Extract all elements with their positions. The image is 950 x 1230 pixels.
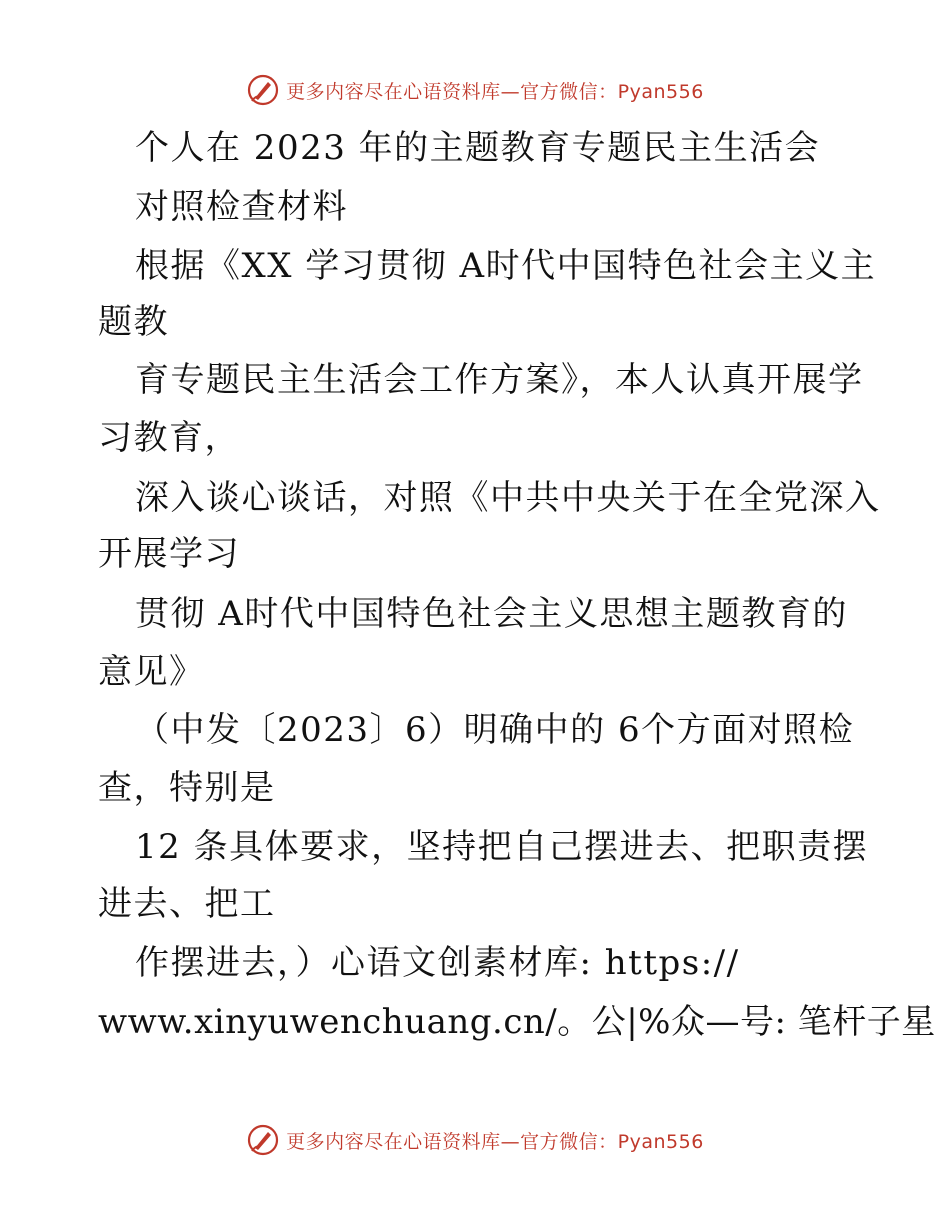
- doc-line: 根据《XX 学习贯彻 A时代中国特色社会主义主: [135, 246, 877, 286]
- doc-line: 对照检查材料: [135, 187, 348, 227]
- doc-line: （中发〔2023〕6）明确中的 6个方面对照检: [135, 710, 855, 750]
- footer-watermark-banner: [0, 1120, 950, 1160]
- quill-seal-icon: [246, 73, 280, 107]
- header-watermark-banner: [0, 70, 950, 110]
- footer-watermark: [246, 1123, 704, 1157]
- doc-line: 查，特别是: [98, 768, 276, 808]
- doc-line: 进去、把工: [98, 884, 276, 924]
- doc-line: 开展学习: [98, 534, 240, 574]
- doc-line: 育专题民主生活会工作方案》，本人认真开展学: [135, 360, 864, 400]
- doc-line: 深入谈心谈话，对照《中共中央关于在全党深入: [135, 478, 881, 518]
- doc-line: 题教: [98, 302, 169, 342]
- doc-line: 作摆进去，）心语文创素材库: https://: [135, 943, 740, 983]
- doc-line: 贯彻 A时代中国特色社会主义思想主题教育的: [135, 594, 848, 634]
- quill-seal-icon: [246, 1123, 280, 1157]
- doc-line: 习教育，: [98, 418, 240, 458]
- doc-line: www.xinyuwenchuang.cn/。公|%众—号: 笔杆子星: [98, 1002, 936, 1042]
- doc-line: 12 条具体要求，坚持把自己摆进去、把职责摆: [135, 827, 869, 867]
- header-watermark-text: 更多内容尽在心语资料库—官方微信：Pyan556: [286, 80, 704, 103]
- doc-line: 意见》: [98, 652, 205, 692]
- header-watermark: [246, 73, 704, 107]
- footer-watermark-text: 更多内容尽在心语资料库—官方微信：Pyan556: [286, 1130, 704, 1153]
- doc-line: 个人在 2023 年的主题教育专题民主生活会: [135, 128, 821, 168]
